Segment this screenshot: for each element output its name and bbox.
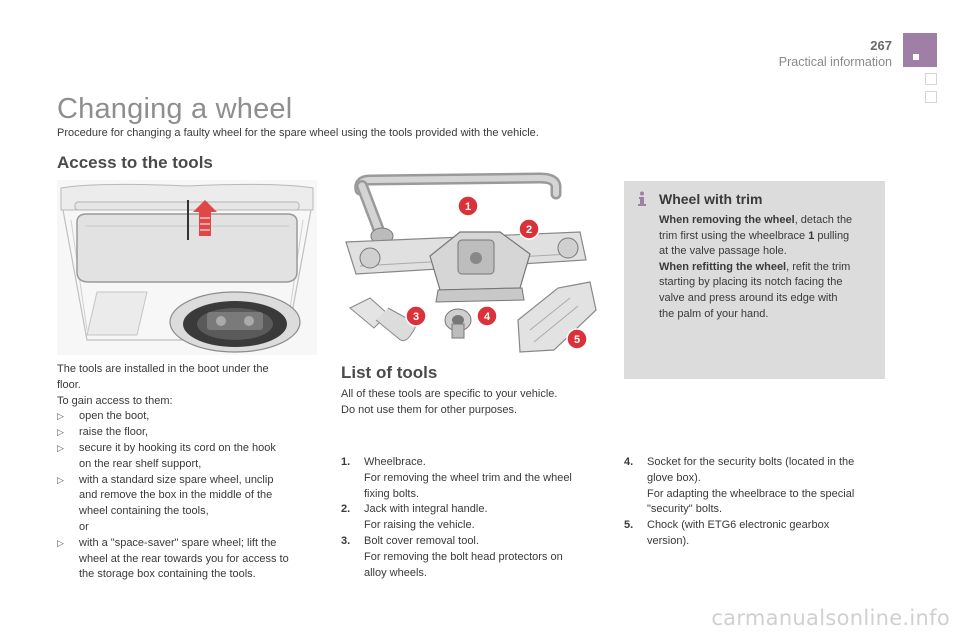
intro-text: Procedure for changing a faulty wheel for the spare wheel using the tools provided with the vehicle. [57,127,539,139]
access-bullet: ▷ with a "space-saver" spare wheel; lift the wheel at the rear towards you for access to the storage box containing the tools. [57,536,289,581]
tools-list-left [341,455,611,581]
access-paragraph-1b: floor. [57,378,81,391]
callout-3-label: 3 [412,311,420,323]
open-triangle-bullet-icon: ▷ [57,411,64,422]
callout-5 [567,329,587,349]
callout-1-label: 1 [464,201,472,213]
access-bullet: ▷ secure it by hooking its cord on the hook on the rear shelf support, [57,441,276,470]
tools-heading: List of tools [341,363,438,382]
callout-5-label: 5 [573,334,581,346]
chapter-tab-marker [913,54,919,60]
list-item: 5. Chock (with ETG6 electronic gearbox version). [624,519,830,547]
callout-1 [458,196,478,216]
access-paragraph-2: To gain access to them: [57,394,173,407]
access-bullet: ▷ open the boot, [57,409,322,425]
info-text: When removing the wheel, detach the trim first using the wheelbrace 1 pulling at the valve passage hole. When refitting the wheel, refit the trim starting by placing its notch facing the valve and press around its edge with the palm of your hand. [659,214,853,320]
open-triangle-bullet-icon: ▷ [57,537,64,548]
tools-intro-line-1: All of these tools are specific to your vehicle. [341,388,558,400]
access-bullet: ▷ with a standard size spare wheel, unclip and remove the box in the middle of the wheel containing the tools, or [57,473,274,533]
info-icon [635,191,649,207]
page-title: Changing a wheel [57,93,293,125]
callout-4-label: 4 [483,311,491,323]
info-box [624,181,885,379]
list-item: 4. Socket for the security bolts (located in the glove box). For adapting the wheelbrace to the special "security" bolts. [624,456,855,516]
boot-illustration [57,180,317,355]
list-item: 2. Jack with integral handle. For raising the vehicle. [341,503,488,532]
chapter-tab [903,33,937,67]
chapter-tab-empty-1 [925,73,937,85]
chapter-tab-empty-2 [925,91,937,103]
access-paragraph-1: The tools are installed in the boot under the [57,363,269,375]
callout-2-label: 2 [525,224,533,236]
access-heading: Access to the tools [57,153,213,172]
watermark: carmanualsonline.info [711,606,950,630]
open-triangle-bullet-icon: ▷ [57,474,64,485]
section-name: Practical information [778,55,892,69]
tools-intro [341,387,611,419]
callout-2 [519,219,539,239]
open-triangle-bullet-icon: ▷ [57,442,64,453]
tools-list-right [624,455,894,550]
tools-illustration [340,170,600,360]
info-title: Wheel with trim [659,191,763,207]
list-item: 1. Wheelbrace. For removing the wheel trim and the wheel fixing bolts. [341,456,572,500]
access-text [57,362,322,583]
list-item: 3. Bolt cover removal tool. For removing the bolt head protectors on alloy wheels. [341,534,563,579]
callout-3 [406,306,426,326]
open-triangle-bullet-icon: ▷ [57,427,64,438]
access-bullet: ▷ raise the floor, [57,425,322,441]
callout-4 [477,306,497,326]
tools-intro-line-2: Do not use them for other purposes. [341,403,518,416]
page-number: 267 [870,38,892,53]
